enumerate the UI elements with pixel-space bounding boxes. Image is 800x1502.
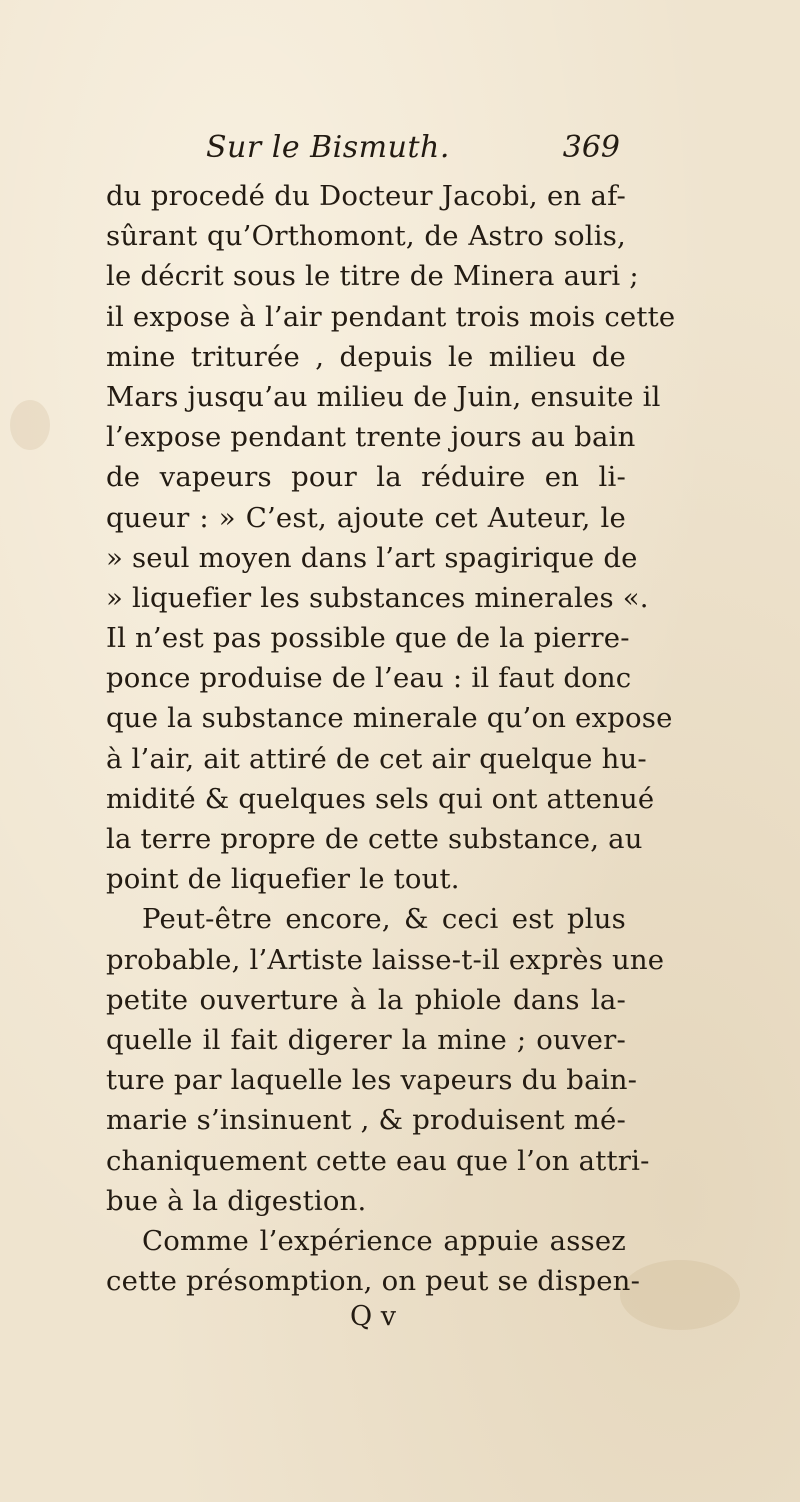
- paper-stain: [10, 400, 50, 450]
- text-line: chaniquement cette eau que l’on attri-: [106, 1144, 650, 1177]
- text-line: sûrant qu’Orthomont, de Astro solis,: [106, 220, 626, 253]
- text-line: le décrit sous le titre de Minera auri ;: [106, 260, 639, 293]
- text-line: bue à la digestion.: [106, 1184, 367, 1217]
- text-line: » seul moyen dans l’art spagirique de: [106, 541, 638, 574]
- text-line: marie s’insinuent , & produisent mé-: [106, 1104, 626, 1137]
- text-line: ponce produise de l’eau : il faut donc: [106, 662, 632, 695]
- running-title: Sur le Bismuth.: [206, 130, 450, 165]
- page-number: 369: [562, 130, 620, 165]
- text-line: la terre propre de cette substance, au: [106, 823, 643, 855]
- text-line: cette présomption, on peut se dispen-: [106, 1265, 641, 1298]
- running-head: [106, 130, 626, 176]
- text-line: l’expose pendant trente jours au bain: [106, 421, 636, 454]
- text-line: Comme l’expérience appuie assez: [142, 1224, 626, 1257]
- text-line: midité & quelques sels qui ont attenué: [106, 782, 655, 815]
- text-line: Peut-être encore, & ceci est plus: [142, 903, 626, 936]
- text-line: Il n’est pas possible que de la pierre-: [106, 622, 630, 655]
- text-line: point de liquefier le tout.: [106, 863, 460, 896]
- text-line: quelle il fait digerer la mine ; ouver-: [106, 1023, 626, 1056]
- text-line: du procedé du Docteur Jacobi, en af-: [106, 180, 626, 212]
- text-line: que la substance minerale qu’on expose: [106, 702, 673, 735]
- text-line: » liquefier les substances minerales «.: [106, 581, 649, 614]
- text-line: probable, l’Artiste laisse-t-il exprès une: [106, 943, 665, 976]
- text-line: mine triturée , depuis le milieu de: [106, 340, 626, 373]
- text-line: ture par laquelle les vapeurs du bain-: [106, 1064, 638, 1097]
- text-line: de vapeurs pour la réduire en li-: [106, 461, 626, 494]
- catchword: [106, 1301, 626, 1341]
- text-block: [106, 130, 676, 1341]
- text-line: il expose à l’air pendant trois mois cette: [106, 300, 676, 333]
- text-line: petite ouverture à la phiole dans la-: [106, 983, 626, 1016]
- body-text: [106, 176, 676, 1301]
- catchword-text: Q v: [350, 1301, 396, 1333]
- text-line: à l’air, ait attiré de cet air quelque hu-: [106, 742, 647, 775]
- text-line: queur : » C’est, ajoute cet Auteur, le: [106, 501, 626, 534]
- text-line: Mars jusqu’au milieu de Juin, ensuite il: [106, 380, 661, 413]
